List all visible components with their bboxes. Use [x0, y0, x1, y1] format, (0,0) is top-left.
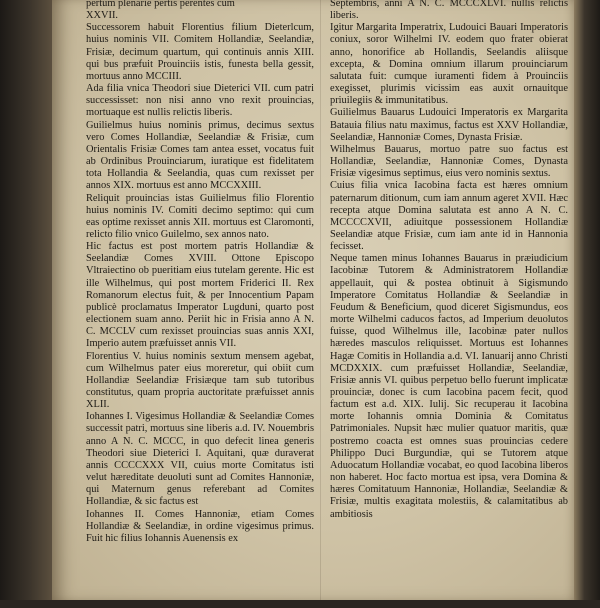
paragraph: Ada filia vnica Theodori siue Dieterici VII. cum patri successisset: non nisi anno vno rexit prouincias, mortuaque est nullis relictis liberis. [86, 83, 314, 119]
paragraph: pertum plenarie pertis perentes cum XXVII. [86, 0, 235, 22]
paragraph: Hic factus est post mortem patris Hollandiæ & Seelandiæ Comes XVIII. Ottone Episcopo Vltraiectino ob pueritiam eius tutelam gerente. Hic est ille Wilhelmus, qui post mortem Friderici II. Rex Romanorum electus fuit, & per Innocentium Papam publicè proclamatus Imperator Lugduni, quarto post electionem suam anno. Periit hic in Frisia anno A N. C. MCCLV cum rexisset prouincias suas annis XXI, Imperio autem præfuisset annis VII. [86, 241, 314, 350]
paragraph: Neque tamen minus Iohannes Bauarus in præiudicium Iacobinæ Tutorem & Administratorem Hollandiæ appellauit, qui & postea obtinuit à Sigismundo Imperatore Comitatus Hollandiæ & Seelandiæ in Feudum & Beneficium, quod diceret Sigismundus, eos morte Wilhelmi caducos factos, ad Imperium deuolutos fuisse, quod Wilhelmus ille, Iacobinæ pater nullos hæredes masculos reliquisset. Mortuus est Iohannes Hagæ Comitis in Hollandia a.d. VI. Ianuarij anno Christi MCDXXIX. cum præfuisset Hollandiæ, Seelandiæ, Frisiæ annis VI. quibus perpetuo bello fuerunt implicatæ prouinciæ, donec is cum Iacobina pacem fecit, quod factum est a.d. XIX. Iulij. Sic recuperau it Iacobina morte Iohannis omnia Dominia & Comitatus Patrimoniales. Nupsit hæc mulier quatuor maritis, quæ postremo coacta est omnes suas prouincias cedere Philippo Duci Burgundiæ, qui se Tutorem atque Aduocatum Hollandiæ vocabat, eo quod Iacobina liberos non haberet. Hoc facto mortua est ipsa, vera Domina & hæres Comitatuum Hannoniæ, Hollandiæ, Seelandiæ & Frisiæ, multis exagitata molestiis, & calamitatibus ab ambitiosis [330, 253, 568, 520]
paragraph: Septembris, anni A N. C. MCCCXLVI. nullis relictis liberis. [330, 0, 568, 22]
paragraph: Igitur Margarita Imperatrix, Ludouici Bauari Imperatoris coniux, soror Wilhelmi IV. eodem quo frater obierat anno, honorifice ab Hollandis, Seelandis aliisque excepta, & Domina omnium illarum prouinciarum salutata fuit: cumque iuramenti fidem à Prouinciis exegisset, plurimis vicissim eas auxit ornauitque priuilegiis & immunitatibus. [330, 22, 568, 107]
book-gutter-left [0, 0, 52, 600]
text-column-left [86, 0, 314, 608]
column-divider [320, 0, 321, 600]
book-edge-right [574, 0, 600, 600]
paragraph: Guilielmus Bauarus Ludouici Imperatoris ex Margarita Batauia filius natu maximus, factus est XXV Hollandiæ, Seelandiæ, Hannoniæ Comes, Dynasta Frisiæ. [330, 107, 568, 143]
paragraph: Iohannes I. Vigesimus Hollandiæ & Seelandiæ Comes successit patri, mortuus sine liberis a.d. IV. Nouembris anno A N. C. MCCC, in quo defecit linea generis Theodori siue Dieterici I. Aquitani, quæ duraverat annis CCCCXXX VII, cuius morte Comitatus isti velut hæreditate deuoluti sunt ad Comites Hannoniæ, qui Maternum genus referebant ad Comites Hollandiæ, & sic factus est [86, 411, 314, 508]
text-column-right [330, 0, 568, 608]
paragraph: Guilielmus huius nominis primus, decimus sextus vero Comes Hollandiæ, Seelandiæ & Frisiæ, cum Orientalis Frisiæ Comes tam antea esset, vocatus fuit ab Ordinibus Prouinciarum, iuratique est fidelitatem tota Hollandia & Seelandia, quas cum rexisset per annos XIX. mortuus est anno MCCXXIII. [86, 119, 314, 192]
paragraph: Wilhelmus Bauarus, mortuo patre suo factus est Hollandiæ, Seelandiæ, Hannoniæ Comes, Dynasta Frisiæ vigesimus septimus, eius vero nominis sextus. [330, 143, 568, 180]
paragraph: Reliquit prouincias istas Guilielmus filio Florentio huius nominis IV. Comiti decimo septimo: qui cum eas optime rexisset annis XII. mortuus est Claromonti, relicto filio vnico Guilelmo, sex annos nato. [86, 192, 314, 240]
paragraph: Successorem habuit Florentius filium Dieterlcum, huius nominis VII. Comitem Hollandiæ, Seelandiæ, Frisiæ, decimum quartum, qui continuis annis XIII. qui bus præfuit Prouinciis istis, funesta bella gessit, mortuus anno MCCIII. [86, 22, 314, 82]
paragraph: Cuius filia vnica Iacobina facta est hæres omnium paternarum ditionum, cum iam annum ageret XVII. Hæc recepta atque Domina salutata est anno A N. C. MCCCCXVII, adiuitque possessionem Hollandiæ Seelandiæ atque Frisiæ, cum iam ante id in Hannonia fecisset. [330, 180, 568, 253]
paragraph: Iohannes II. Comes Hannoniæ, etiam Comes Hollandiæ & Seelandiæ, in ordine vigesimus primus. Fuit hic filius Iohannis Auenensis ex [86, 508, 314, 544]
paragraph: Florentius V. huius nominis sextum mensem agebat, cum Wilhelmus pater eius moreretur, qui obiit cum Hollandiæ Seelandiæ Frisiæque tam sub tutoribus constitutus, quam propria auctoritate præfuisset annis XLII. [86, 350, 314, 411]
